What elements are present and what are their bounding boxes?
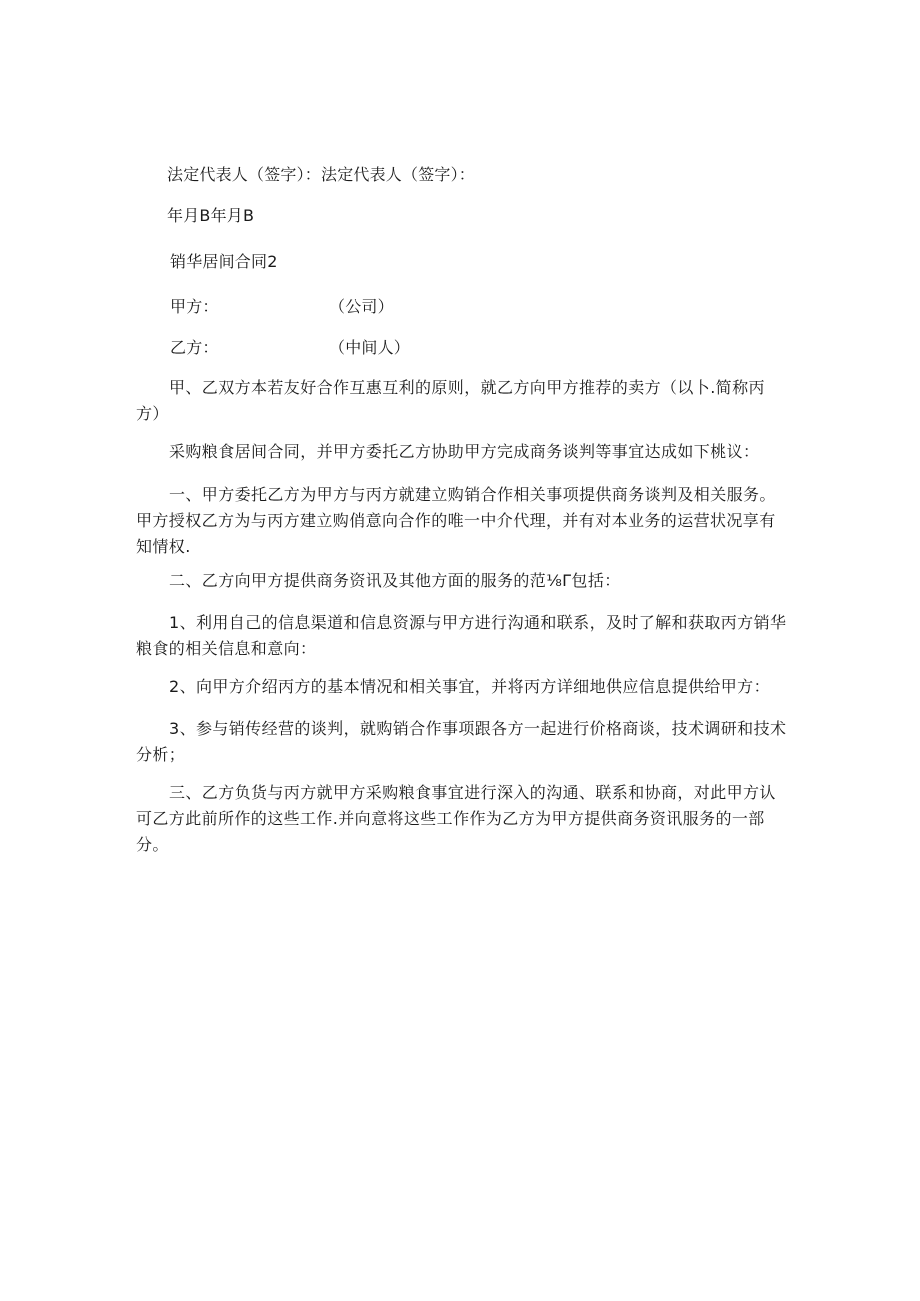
party-a-label: 甲方： xyxy=(170,297,219,316)
clause-2-item-2 xyxy=(136,674,788,700)
signature-line: 法定代表人（签字）：法定代表人（签字）： xyxy=(167,165,476,184)
party-b-label: 乙方： xyxy=(170,338,219,357)
paragraph-purpose-text: 采购粮食居间合同，并甲方委托乙方协助甲方完成商务谈判等事宜达成如下桃议： xyxy=(169,442,760,461)
clause-2 xyxy=(136,568,788,594)
clause-3-text: 三、乙方负货与丙方就甲方采购粮食事宜进行深入的沟通、联系和协商，对此甲方认可乙方此前所作的这些工作.并向意将这些工作作为乙方为甲方提供商务资讯服务的一部分。 xyxy=(136,783,776,854)
item-3-text: 3、参与销传经营的谈判，就购销合作事项跟各方一起进行价格商谈，技术调研和技术分析； xyxy=(136,719,787,764)
clause-2-item-3 xyxy=(136,716,788,768)
paragraph-intro-text: 甲、乙双方本若友好合作互惠互利的原则，就乙方向甲方推荐的卖方（以卜.简称丙方） xyxy=(136,378,765,423)
item-2-text: 2、向甲方介绍丙方的基本情况和相关事宜，并将丙方详细地供应信息提供给甲方： xyxy=(169,677,770,696)
document-title: 销华居间合同2 xyxy=(170,252,278,271)
clause-2-text: 二、乙方向甲方提供商务资讯及其他方面的服务的范⅛Γ包括： xyxy=(169,571,621,590)
party-b-note: （中间人） xyxy=(329,338,411,357)
party-a-note: （公司） xyxy=(329,297,394,316)
date-line: 年月B年月B xyxy=(167,206,255,225)
clause-1 xyxy=(136,482,788,560)
clause-3 xyxy=(136,780,788,858)
clause-1-text: 一、甲方委托乙方为甲方与丙方就建立购销合作相关事项提供商务谈判及相关服务。甲方授权乙方为与丙方建立购俏意向合作的唯一中介代理，并有对本业务的运营状况享有知情权. xyxy=(136,485,776,556)
item-1-text: 1、利用自己的信息渠道和信息资源与甲方进行沟通和联系，及时了解和获取丙方销华粮食的相关信息和意向： xyxy=(136,613,787,658)
clause-2-item-1 xyxy=(136,610,788,662)
paragraph-purpose xyxy=(136,439,788,465)
paragraph-intro xyxy=(136,375,788,427)
